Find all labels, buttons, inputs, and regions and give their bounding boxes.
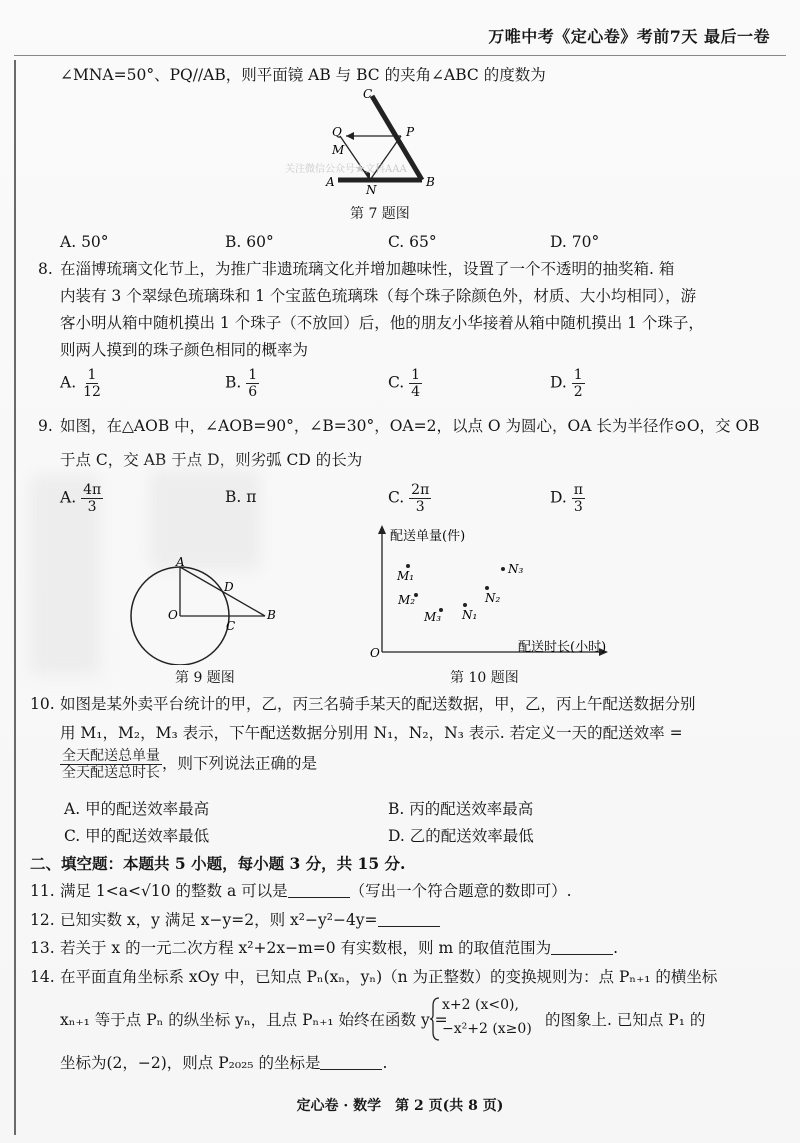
q8-line-3: 客小明从箱中随机摸出 1 个珠子（不放回）后，他的朋友小华接着从箱中随机摸出 1 个珠子， bbox=[60, 314, 704, 332]
q9-label-c: C bbox=[226, 619, 236, 633]
q12-blank bbox=[378, 912, 440, 927]
point-n3 bbox=[501, 567, 505, 571]
q14-line-2-after: 的图象上. 已知点 P₁ 的 bbox=[545, 1011, 706, 1029]
q7-label-c: C bbox=[363, 88, 373, 101]
q14-line-2-before: xₙ₊₁ 等于点 Pₙ 的纵坐标 yₙ，且点 Pₙ₊₁ 始终在函数 y = bbox=[60, 1011, 448, 1029]
label-m3: M₃ bbox=[424, 610, 442, 624]
q9-option-d: D. $\frac{\pi}{3}$ bbox=[550, 482, 583, 516]
q9-option-c: C. $\frac{2\pi}{3}$ bbox=[388, 482, 430, 516]
q9-label-d: D bbox=[224, 580, 234, 594]
point-n2 bbox=[485, 586, 489, 590]
q7-option-b: B. 60° bbox=[225, 233, 274, 251]
left-border-line bbox=[14, 60, 16, 1135]
page-header: 万唯中考《定心卷》考前7天 最后一卷 bbox=[488, 27, 770, 46]
q10-caption: 第 10 题图 bbox=[450, 670, 519, 686]
q8-option-d: D. $\frac{1}{2}$ bbox=[550, 367, 583, 401]
label-n1: N₁ bbox=[462, 608, 478, 622]
q9-label-o: O bbox=[168, 608, 178, 622]
label-n2: N₂ bbox=[485, 591, 501, 605]
q9-label-b: B bbox=[267, 608, 276, 622]
section-2-title: 二、填空题：本题共 5 小题，每小题 3 分，共 15 分. bbox=[30, 854, 406, 873]
q13-text: 若关于 x 的一元二次方程 x²+2x−m=0 有实数根，则 m 的取值范围为 . bbox=[60, 939, 619, 957]
q7-label-a: A bbox=[326, 175, 335, 189]
piecewise-brace bbox=[430, 996, 440, 1042]
q11-number: 11. bbox=[30, 882, 55, 900]
point-m1 bbox=[406, 564, 410, 568]
q12-number: 12. bbox=[30, 911, 55, 929]
q9-option-a: A. $\frac{4\pi}{3}$ bbox=[60, 482, 102, 516]
q14-number: 14. bbox=[30, 968, 55, 986]
q10-figure bbox=[360, 522, 620, 662]
q10-line-1: 如图是某外卖平台统计的甲，乙，丙三名骑手某天的配送数据，甲，乙，丙上午配送数据分别 bbox=[60, 695, 696, 713]
q7-option-c: C. 65° bbox=[388, 233, 437, 251]
segment-ab bbox=[180, 567, 265, 616]
q8-line-2: 内装有 3 个翠绿色琉璃珠和 1 个宝蓝色琉璃珠（每个珠子除颜色外，材质、大小均相同），游 bbox=[60, 287, 697, 305]
q10-option-d: D. 乙的配送效率最低 bbox=[388, 827, 534, 845]
q7-option-a: A. 50° bbox=[60, 233, 109, 251]
q11-text: 满足 1<a<√10 的整数 a 可以是 （写出一个符合题意的数即可）. bbox=[60, 882, 572, 900]
q7-caption: 第 7 题图 bbox=[350, 206, 410, 222]
header-divider bbox=[14, 55, 786, 56]
q8-option-c: C. $\frac{1}{4}$ bbox=[388, 367, 421, 401]
q10-line-2: 用 M₁，M₂，M₃ 表示，下午配送数据分别用 N₁，N₂，N₃ 表示. 若定义一天的配送效率 = bbox=[60, 724, 683, 742]
q7-label-m: M bbox=[332, 143, 345, 157]
q14-blank bbox=[320, 1055, 382, 1070]
q8-line-4: 则两人摸到的珠子颜色相同的概率为 bbox=[60, 341, 309, 359]
q9-option-b: B. π bbox=[225, 488, 257, 506]
q8-number: 8. bbox=[38, 260, 53, 278]
label-m2: M₂ bbox=[398, 593, 416, 607]
q14-line-1: 在平面直角坐标系 xOy 中，已知点 Pₙ(xₙ，yₙ)（n 为正整数）的变换规则为：点 Pₙ₊₁ 的横坐标 bbox=[60, 968, 718, 986]
q10-number: 10. bbox=[30, 695, 55, 713]
point-n1 bbox=[463, 603, 467, 607]
q8-option-a: A. $\frac{1}{12}$ bbox=[60, 367, 101, 401]
q9-label-a: A bbox=[176, 555, 185, 569]
q7-label-p: P bbox=[406, 125, 415, 139]
q10-line-3: $\frac{\text{全天配送总单量}}{\text{全天配送总时长}}$ ，则下列说法正确的是 bbox=[62, 748, 318, 782]
q12-text: 已知实数 x，y 满足 x−y=2，则 x²−y²−4y= bbox=[60, 911, 440, 930]
y-axis-arrow bbox=[378, 525, 386, 534]
q9-line-2: 于点 C，交 AB 于点 D，则劣弧 CD 的长为 bbox=[60, 451, 363, 469]
x-axis-label: 配送时长(小时) bbox=[518, 640, 607, 655]
page-footer: 定心卷 · 数学 第 2 页(共 8 页) bbox=[296, 1098, 504, 1114]
origin-label: O bbox=[370, 646, 380, 660]
q9-figure bbox=[130, 555, 280, 665]
q11-blank bbox=[288, 883, 350, 898]
q10-option-a: A. 甲的配送效率最高 bbox=[64, 800, 210, 818]
q9-caption: 第 9 题图 bbox=[175, 670, 235, 686]
q13-number: 13. bbox=[30, 939, 55, 957]
q14-line-3: 坐标为(2，−2)，则点 P₂₀₂₅ 的坐标是 . bbox=[60, 1054, 388, 1072]
q14-piece-2: −x²+2 (x≥0) bbox=[442, 1021, 532, 1037]
q8-line-1: 在淄博琉璃文化节上，为推广非遗琉璃文化并增加趣味性，设置了一个不透明的抽奖箱. 箱 bbox=[60, 260, 675, 278]
watermark: 关注微信公众号★文科AAA bbox=[285, 164, 407, 175]
q7-option-d: D. 70° bbox=[550, 233, 600, 251]
q10-option-c: C. 甲的配送效率最低 bbox=[64, 827, 210, 845]
q8-option-b: B. $\frac{1}{6}$ bbox=[225, 367, 258, 401]
y-axis-label: 配送单量(件) bbox=[390, 529, 466, 544]
q9-number: 9. bbox=[38, 417, 53, 435]
q13-blank bbox=[551, 940, 613, 955]
q7-label-b: B bbox=[426, 175, 435, 189]
label-n3: N₃ bbox=[508, 562, 524, 576]
q9-line-1: 如图，在△AOB 中，∠AOB=90°，∠B=30°，OA=2，以点 O 为圆心，OA 长为半径作⊙O，交 OB bbox=[60, 417, 760, 435]
ray-arrow bbox=[346, 132, 354, 140]
q7-continuation: ∠MNA=50°、PQ//AB，则平面镜 AB 与 BC 的夹角∠ABC 的度数为 bbox=[60, 66, 546, 84]
label-m1: M₁ bbox=[397, 569, 415, 583]
q7-figure bbox=[300, 88, 480, 198]
q7-label-n: N bbox=[366, 183, 377, 197]
q14-piece-1: x+2 (x<0), bbox=[442, 997, 519, 1013]
q7-label-q: Q bbox=[332, 125, 342, 139]
q10-option-b: B. 丙的配送效率最高 bbox=[388, 800, 534, 818]
